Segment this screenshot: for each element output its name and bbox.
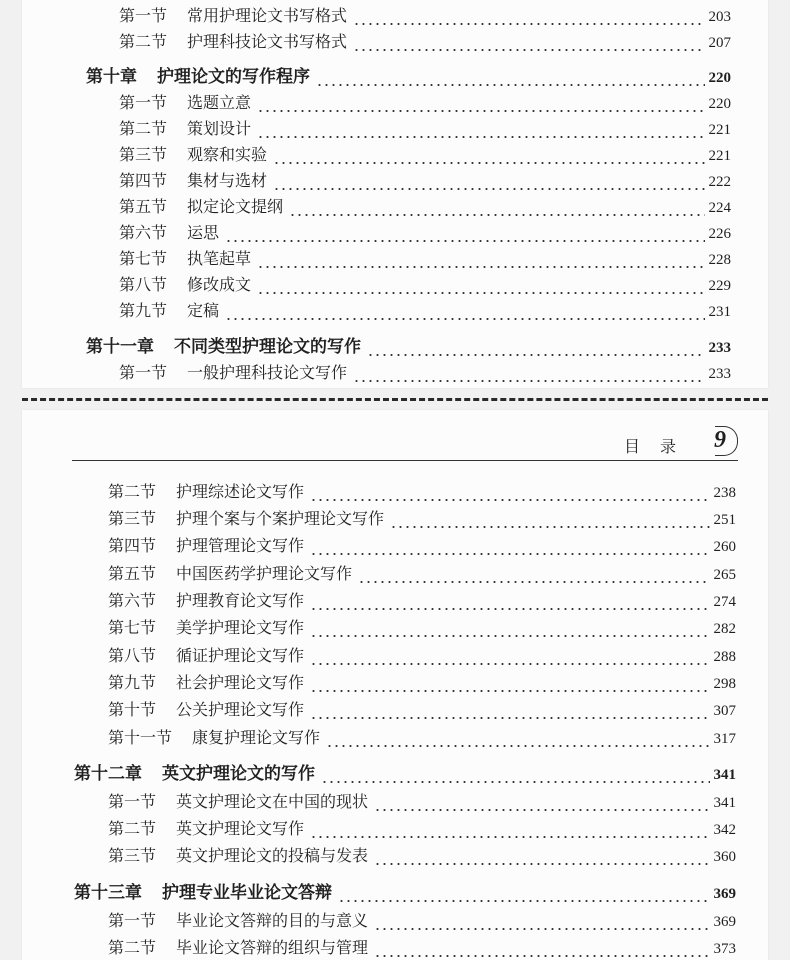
page-folio: 9 — [714, 427, 726, 453]
toc-chapter-entry — [86, 333, 731, 357]
toc-section-entry — [108, 614, 736, 638]
section-title: 英文护理论文写作 — [176, 819, 305, 838]
dot-leader — [390, 511, 709, 529]
dot-leader — [310, 702, 709, 720]
dot-leader — [257, 277, 704, 295]
dot-leader — [257, 121, 704, 139]
section-number: 第五节 — [119, 197, 168, 216]
dot-leader — [358, 566, 709, 584]
page-number: 251 — [713, 512, 736, 528]
page-number: 373 — [713, 941, 736, 957]
section-number: 第十节 — [108, 700, 157, 719]
dot-leader — [353, 34, 704, 52]
toc-section-entry — [119, 28, 731, 52]
toc-section-entry — [119, 245, 731, 269]
page-number: 233 — [708, 366, 731, 382]
section-title: 毕业论文答辩的组织与管理 — [176, 938, 369, 957]
dot-leader — [310, 593, 709, 611]
page-number: 238 — [713, 485, 736, 501]
dot-leader — [367, 339, 705, 357]
dot-leader — [257, 251, 704, 269]
toc-section-entry — [108, 815, 736, 839]
toc-page-bottom — [22, 410, 768, 960]
page-number: 341 — [713, 767, 736, 783]
dot-leader — [338, 885, 710, 903]
section-number: 第二节 — [108, 938, 157, 957]
section-title: 护理管理论文写作 — [176, 536, 305, 555]
toc-section-entry — [108, 505, 736, 529]
section-number: 第二节 — [108, 482, 157, 501]
section-title: 循证护理论文写作 — [176, 646, 305, 665]
section-title: 护理科技论文书写格式 — [187, 32, 348, 51]
page-number: 233 — [708, 340, 731, 356]
chapter-number: 第十二章 — [74, 764, 142, 784]
dot-leader — [310, 821, 709, 839]
section-title: 公关护理论文写作 — [176, 700, 305, 719]
folio-bracket-icon — [715, 426, 738, 456]
section-number: 第八节 — [119, 275, 168, 294]
toc-section-entry — [108, 532, 736, 556]
toc-section-entry — [119, 219, 731, 243]
toc-chapter-entry — [74, 760, 736, 784]
page-number: 203 — [708, 9, 731, 25]
toc-section-entry — [119, 297, 731, 321]
page-number: 222 — [708, 174, 731, 190]
running-head-label: 目 录 — [623, 437, 678, 456]
toc-section-entry — [108, 907, 736, 931]
section-number: 第十一节 — [108, 728, 173, 747]
section-number: 第二节 — [108, 819, 157, 838]
section-title: 定稿 — [187, 301, 220, 320]
section-title: 运思 — [187, 223, 220, 242]
section-number: 第八节 — [108, 646, 157, 665]
section-number: 第一节 — [119, 363, 168, 382]
dot-leader — [310, 675, 709, 693]
toc-page-top — [22, 0, 768, 388]
chapter-title: 护理专业毕业论文答辩 — [162, 883, 332, 903]
toc-chapter-entry — [86, 63, 731, 87]
dot-leader — [273, 147, 704, 165]
section-title: 选题立意 — [187, 93, 252, 112]
section-title: 英文护理论文的投稿与发表 — [176, 846, 369, 865]
page-number: 228 — [708, 252, 731, 268]
dot-leader — [316, 69, 705, 87]
chapter-number: 第十章 — [86, 67, 137, 87]
section-number: 第二节 — [119, 119, 168, 138]
section-title: 英文护理论文在中国的现状 — [176, 792, 369, 811]
dot-leader — [374, 913, 709, 931]
toc-section-entry — [108, 560, 736, 584]
section-title: 中国医药学护理论文写作 — [176, 564, 353, 583]
toc-section-entry — [108, 842, 736, 866]
toc-section-entry — [119, 89, 731, 113]
section-number: 第三节 — [108, 846, 157, 865]
toc-section-entry — [108, 587, 736, 611]
dot-leader — [353, 8, 704, 26]
toc-section-entry — [108, 724, 736, 748]
toc-section-entry — [108, 788, 736, 812]
section-number: 第七节 — [108, 618, 157, 637]
chapter-number: 第十三章 — [74, 883, 142, 903]
dot-leader — [310, 484, 709, 502]
section-number: 第一节 — [108, 911, 157, 930]
dot-leader — [374, 848, 709, 866]
dot-leader — [374, 940, 709, 958]
toc-section-entry — [108, 642, 736, 666]
section-title: 拟定论文提纲 — [187, 197, 284, 216]
dot-leader — [326, 730, 709, 748]
section-title: 美学护理论文写作 — [176, 618, 305, 637]
dot-leader — [273, 173, 704, 191]
page-number: 307 — [713, 703, 736, 719]
section-title: 执笔起草 — [187, 249, 252, 268]
section-number: 第四节 — [108, 536, 157, 555]
page-separator — [22, 398, 768, 401]
chapter-title: 护理论文的写作程序 — [157, 67, 310, 87]
page-number: 360 — [713, 849, 736, 865]
toc-section-entry — [119, 359, 731, 383]
section-number: 第六节 — [108, 591, 157, 610]
section-number: 第九节 — [108, 673, 157, 692]
section-number: 第九节 — [119, 301, 168, 320]
toc-section-entry — [119, 2, 731, 26]
running-head — [72, 426, 738, 461]
page-number: 220 — [708, 96, 731, 112]
toc-section-entry — [119, 193, 731, 217]
toc-section-entry — [108, 696, 736, 720]
section-title: 康复护理论文写作 — [192, 728, 321, 747]
section-title: 毕业论文答辩的目的与意义 — [176, 911, 369, 930]
toc-chapter-entry — [74, 879, 736, 903]
chapter-title: 不同类型护理论文的写作 — [174, 337, 361, 357]
page-number: 282 — [713, 621, 736, 637]
section-title: 护理教育论文写作 — [176, 591, 305, 610]
section-number: 第二节 — [119, 32, 168, 51]
page-number: 207 — [708, 35, 731, 51]
section-number: 第一节 — [108, 792, 157, 811]
toc-section-entry — [108, 478, 736, 502]
page-number: 274 — [713, 594, 736, 610]
page-number: 220 — [708, 70, 731, 86]
page-number: 265 — [713, 567, 736, 583]
page-number: 226 — [708, 226, 731, 242]
dot-leader — [310, 538, 709, 556]
dot-leader — [310, 620, 709, 638]
section-number: 第五节 — [108, 564, 157, 583]
toc-section-entry — [119, 141, 731, 165]
section-title: 集材与选材 — [187, 171, 268, 190]
chapter-number: 第十一章 — [86, 337, 154, 357]
section-number: 第三节 — [108, 509, 157, 528]
page-number: 298 — [713, 676, 736, 692]
section-number: 第一节 — [119, 93, 168, 112]
page-number: 342 — [713, 822, 736, 838]
section-title: 策划设计 — [187, 119, 252, 138]
page-number: 369 — [713, 914, 736, 930]
page-number: 288 — [713, 649, 736, 665]
toc-section-entry — [108, 669, 736, 693]
section-title: 观察和实验 — [187, 145, 268, 164]
dot-leader — [310, 648, 709, 666]
page-number: 224 — [708, 200, 731, 216]
page-number: 317 — [713, 731, 736, 747]
dot-leader — [374, 794, 709, 812]
page-number: 369 — [713, 886, 736, 902]
page-number: 221 — [708, 148, 731, 164]
toc-section-entry — [119, 271, 731, 295]
section-title: 常用护理论文书写格式 — [187, 6, 348, 25]
section-number: 第三节 — [119, 145, 168, 164]
toc-section-entry — [119, 167, 731, 191]
dot-leader — [321, 766, 710, 784]
section-number: 第七节 — [119, 249, 168, 268]
dot-leader — [225, 303, 704, 321]
section-title: 一般护理科技论文写作 — [187, 363, 348, 382]
section-number: 第四节 — [119, 171, 168, 190]
page-number: 229 — [708, 278, 731, 294]
page-number: 260 — [713, 539, 736, 555]
dot-leader — [289, 199, 704, 217]
page-number: 221 — [708, 122, 731, 138]
page-number: 231 — [708, 304, 731, 320]
section-number: 第一节 — [119, 6, 168, 25]
page-number: 341 — [713, 795, 736, 811]
section-title: 社会护理论文写作 — [176, 673, 305, 692]
section-title: 护理个案与个案护理论文写作 — [176, 509, 385, 528]
dot-leader — [225, 225, 704, 243]
toc-section-entry — [108, 934, 736, 958]
dot-leader — [257, 95, 704, 113]
dot-leader — [353, 365, 704, 383]
chapter-title: 英文护理论文的写作 — [162, 764, 315, 784]
toc-section-entry — [119, 115, 731, 139]
section-number: 第六节 — [119, 223, 168, 242]
section-title: 修改成文 — [187, 275, 252, 294]
section-title: 护理综述论文写作 — [176, 482, 305, 501]
